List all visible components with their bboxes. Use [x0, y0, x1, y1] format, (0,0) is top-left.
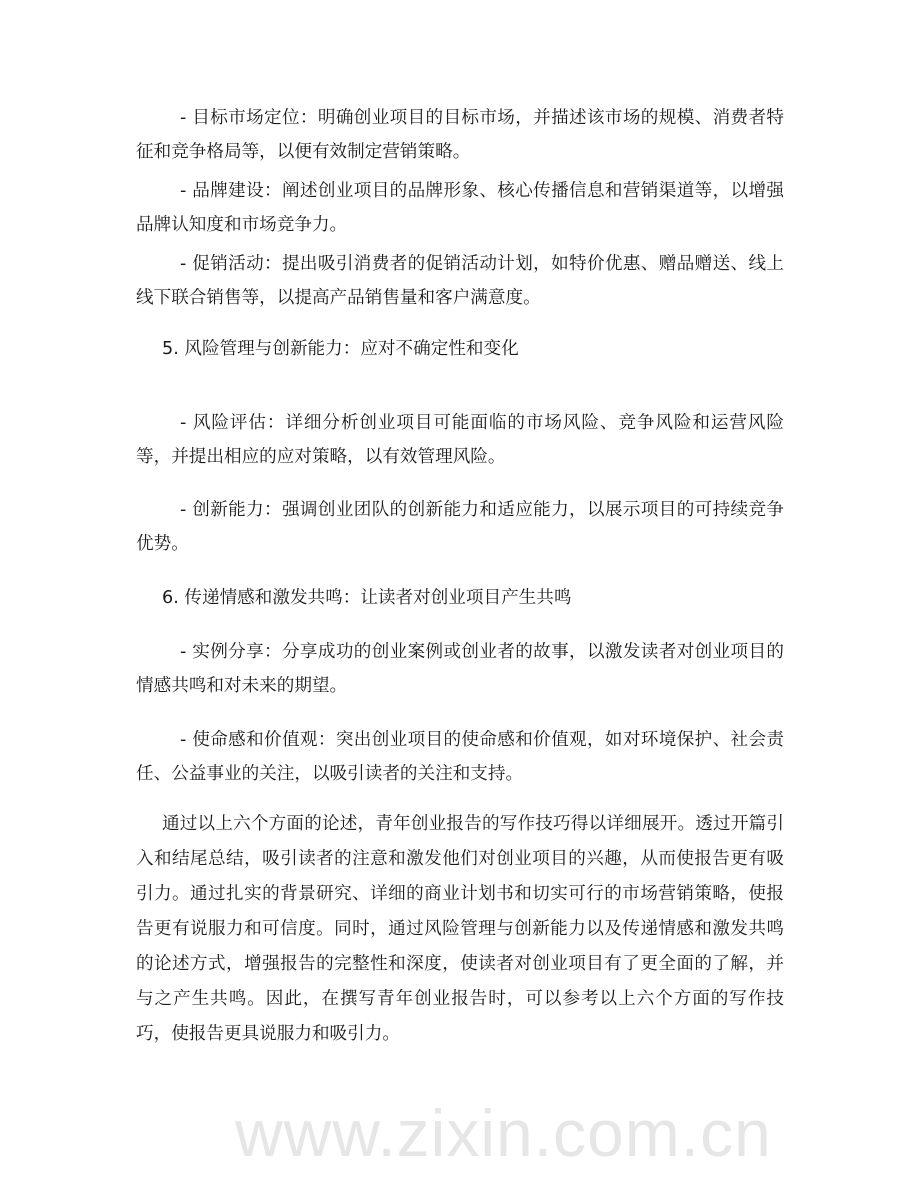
- bullet-case-sharing: - 实例分享：分享成功的创业案例或创业者的故事，以激发读者对创业项目的情感共鸣和对未来的期望。: [136, 642, 784, 696]
- bullet-brand-building: - 品牌建设：阐述创业项目的品牌形象、核心传播信息和营销渠道等，以增强品牌认知度和市场竞争力。: [136, 181, 784, 235]
- section-heading-5: 5. 风险管理与创新能力：应对不确定性和变化: [162, 339, 519, 359]
- watermark: www.zixin.com.cn: [235, 1096, 772, 1170]
- bullet-target-market: - 目标市场定位：明确创业项目的目标市场，并描述该市场的规模、消费者特征和竞争格局等，以便有效制定营销策略。: [136, 108, 784, 162]
- bullet-mission-values: - 使命感和价值观：突出创业项目的使命感和价值观，如对环境保护、社会责任、公益事业的关注，以吸引读者的关注和支持。: [136, 730, 784, 784]
- bullet-promotion: - 促销活动：提出吸引消费者的促销活动计划，如特价优惠、赠品赠送、线上线下联合销售等，以提高产品销售量和客户满意度。: [136, 254, 784, 308]
- section-heading-6: 6. 传递情感和激发共鸣：让读者对创业项目产生共鸣: [162, 588, 572, 608]
- bullet-innovation: - 创新能力：强调创业团队的创新能力和适应能力，以展示项目的可持续竞争优势。: [136, 500, 784, 554]
- document-body: [136, 101, 784, 1052]
- conclusion-paragraph: 通过以上六个方面的论述，青年创业报告的写作技巧得以详细展开。透过开篇引入和结尾总结，吸引读者的注意和激发他们对创业项目的兴趣，从而使报告更有吸引力。通过扎实的背景研究、详细的商业计划书和切实可行的市场营销策略，使报告更有说服力和可信度。同时，通过风险管理与创新能力以及传递情感和激发共鸣的论述方式，增强报告的完整性和深度，使读者对创业项目有了更全面的了解，并与之产生共鸣。因此，在撰写青年创业报告时，可以参考以上六个方面的写作技巧，使报告更具说服力和吸引力。: [136, 814, 784, 1044]
- bullet-risk-assessment: - 风险评估：详细分析创业项目可能面临的市场风险、竞争风险和运营风险等，并提出相应的应对策略，以有效管理风险。: [136, 413, 784, 467]
